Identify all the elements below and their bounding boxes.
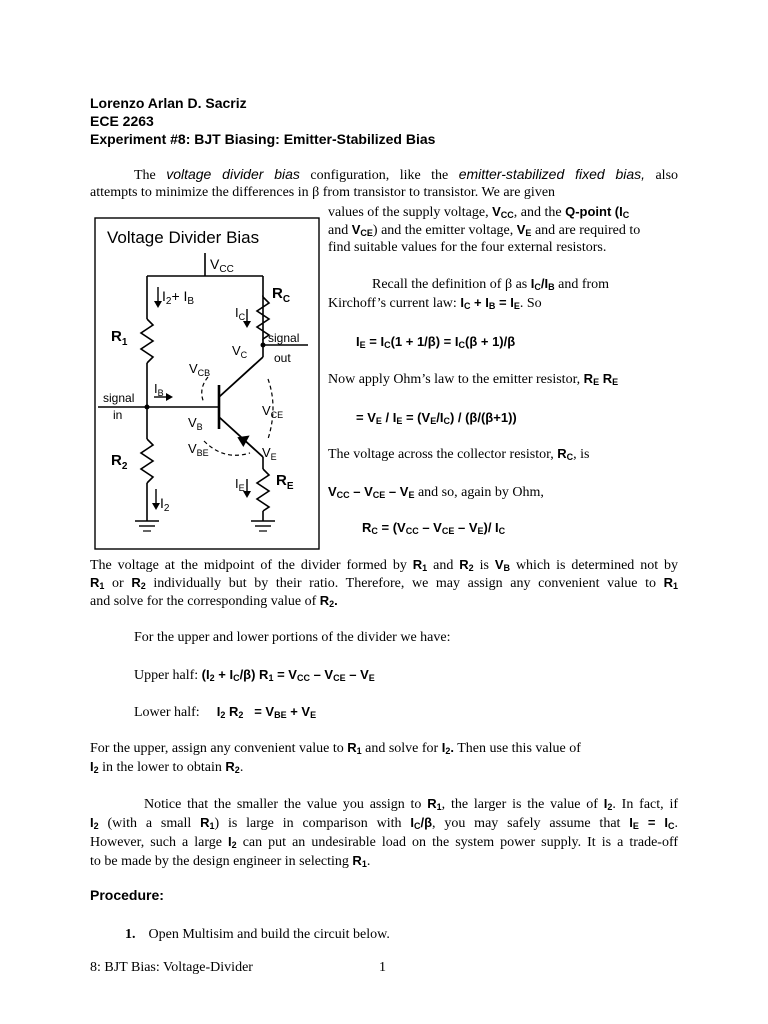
assign-line-2: $I_2$ in the lower to obtain $R_2$. <box>90 759 244 775</box>
svg-text:VB: $V_B$ <box>188 415 203 432</box>
divider-line-3: and solve for the corresponding value of $R_2$. <box>90 593 338 609</box>
collector-line: The voltage across the collector resistor, $R_C$, is <box>328 446 590 462</box>
svg-text:signal: signal <box>268 331 300 345</box>
svg-text:VCB: $V_{CB}$ <box>189 361 211 378</box>
assign-line-1: For the upper, assign any convenient value to $R_1$ and solve for $I_2$. Then use this value of <box>90 740 581 756</box>
notice-line-4: to be made by the design engineer in selecting $R_1$. <box>90 853 371 869</box>
author-name: Lorenzo Arlan D. Sacriz <box>90 95 247 111</box>
experiment-title: Experiment #8: BJT Biasing: Emitter-Stabilized Bias <box>90 131 436 147</box>
svg-text:I2+ IB: $I_2+ I_B$ <box>162 288 195 307</box>
svg-text:R1: $R_1$ <box>111 328 128 348</box>
diagram-title: Voltage Divider Bias <box>107 228 260 247</box>
svg-text:VCE: $V_{CE}$ <box>262 403 284 420</box>
upper-half-equation: Upper half: $(I_2 + I_C/\beta) R_1 = V_{CC} - V_{CE} - V_E$ <box>134 667 375 683</box>
course-code: ECE 2263 <box>90 113 154 129</box>
svg-text:R2: $R_2$ <box>111 452 128 472</box>
procedure-step-1: 1. Open Multisim and build the circuit below. <box>125 927 390 942</box>
intro-line-1: The voltage divider bias configuration, like the emitter-stabilized fixed bias, also <box>134 166 679 183</box>
intro-line-3: values of the supply voltage, $V_{CC}$, and the Q-point ($I_C$ <box>328 204 630 220</box>
svg-text:IE: $I_E$ <box>235 476 245 493</box>
svg-text:in: in <box>113 408 123 422</box>
notice-line-2: $I_2$ (with a small $R_1$) is large in comparison with $I_C/\beta$, you may safely assume that $I_E = I_C$. <box>90 815 679 831</box>
svg-text:out: out <box>274 351 291 365</box>
svg-text:IB: $I_B$ <box>154 381 164 398</box>
notice-line-1: Notice that the smaller the value you assign to $R_1$, the larger is the value of $I_2$. In fact, if <box>144 796 678 812</box>
intro-line-2: attempts to minimize the differences in β from transistor to transistor. We are given <box>90 185 556 200</box>
svg-text:I2: $I_2$ <box>160 495 170 514</box>
equation-rc: $R_C = (V_{CC} - V_{CE} - V_E)/$ $I_C$ <box>362 520 506 536</box>
voltage-divider-bias-diagram <box>94 217 320 550</box>
recall-line-1: Recall the definition of β as $I_C/I_B$ and from <box>372 276 610 292</box>
svg-text:VE: $V_E$ <box>262 445 277 462</box>
svg-text:RE: $R_E$ <box>276 472 294 492</box>
procedure-heading: Procedure: <box>90 887 164 903</box>
portions-line: For the upper and lower portions of the divider we have: <box>134 630 451 645</box>
intro-line-5: find suitable values for the four external resistors. <box>328 240 607 255</box>
lower-half-equation: Lower half: $I_2$ $R_2 = V_{BE} + V_E$ <box>134 704 317 720</box>
equation-ie: $I_E = I_C(1 + 1/\beta) = I_C(\beta + 1)/\beta$ <box>356 334 516 350</box>
notice-line-3: However, such a large $I_2$ can put an undesirable load on the system power supply. It is a trade-off <box>90 834 679 850</box>
equation-re: = $V_E / I_E = (V_E/I_C) / (\beta/(\beta+1))$ <box>356 410 517 426</box>
intro-line-4: and $V_{CE}$) and the emitter voltage, $V_E$ and are required to <box>328 222 641 238</box>
page-number: 1 <box>379 960 386 975</box>
svg-text:RC: $R_C$ <box>272 285 291 305</box>
vrc-line: $V_{CC} - V_{CE} - V_E$ and so, again by Ohm, <box>328 484 544 500</box>
svg-text:VBE: $V_{BE}$ <box>188 441 209 458</box>
recall-line-2: Kirchoff’s current law: $I_C + I_B = I_E$. So <box>328 295 542 311</box>
divider-line-2: $R_1$ or $R_2$ individually but by their ratio. Therefore, we may assign any convenient value to $R_1$ <box>90 575 679 591</box>
svg-text:signal: signal <box>103 391 135 405</box>
svg-text:VC: $V_C$ <box>232 343 248 360</box>
ohm-line-1: Now apply Ohm’s law to the emitter resistor, $R_E$ $R_E$ <box>328 371 619 387</box>
divider-line-1: The voltage at the midpoint of the divider formed by $R_1$ and $R_2$ is $V_B$ which is determined not by <box>90 557 679 573</box>
svg-text:IC: $I_C$ <box>235 305 246 322</box>
vcc-label: $V_{CC}$ <box>210 256 234 275</box>
footer-title: 8: BJT Bias: Voltage-Divider <box>90 960 253 975</box>
